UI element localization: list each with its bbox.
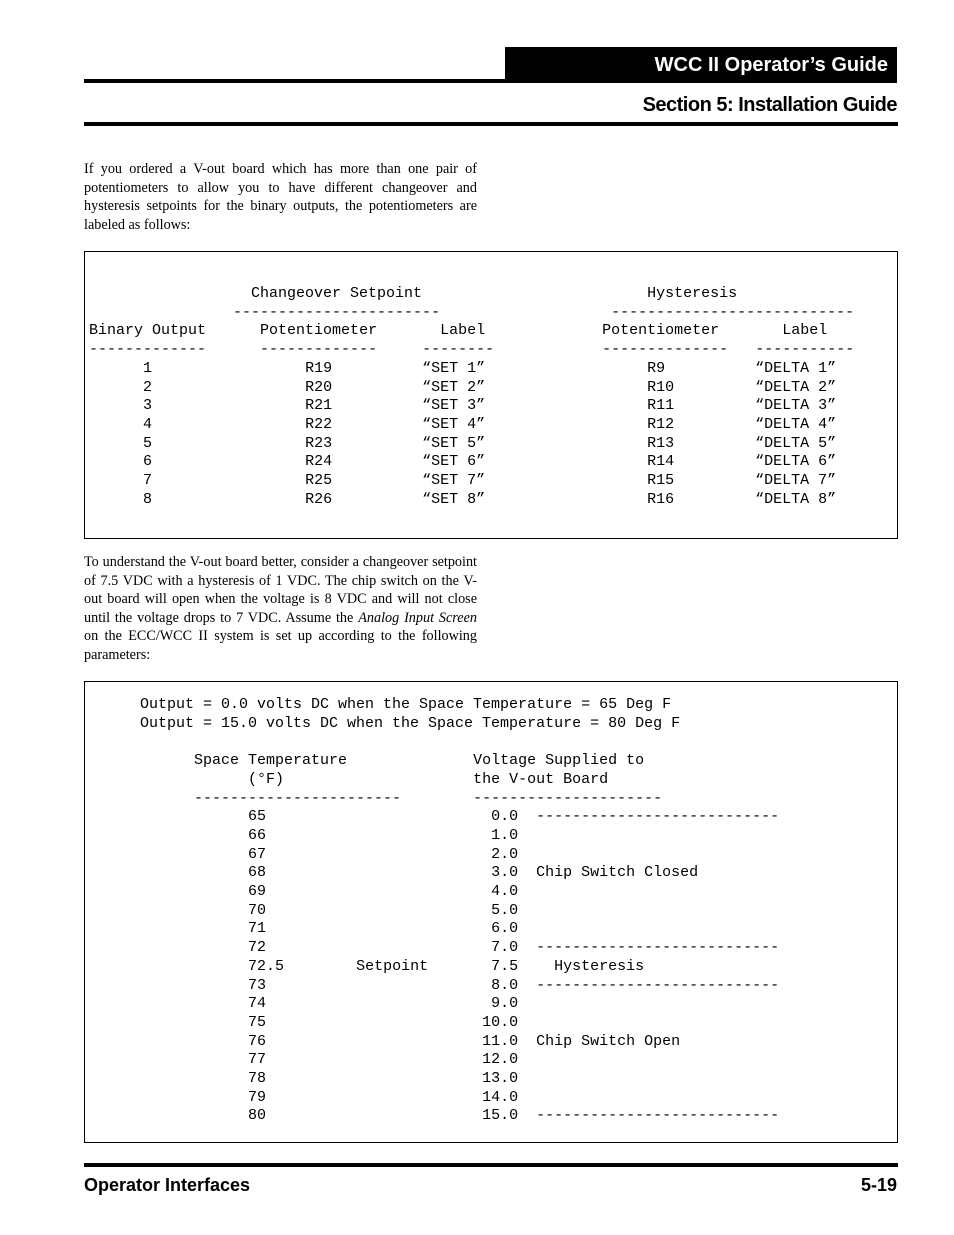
voltage-cell: 15.0 [482, 1107, 519, 1125]
set-label-header: Label [440, 322, 486, 340]
set-potentiometer-header: Potentiometer [260, 322, 378, 340]
set-potentiometer-cell: R26 [305, 490, 333, 508]
temperature-cell: 80 [248, 1107, 267, 1125]
voltage-cell: 8.0 [491, 976, 519, 994]
temperature-cell: 68 [248, 864, 267, 882]
table-row [140, 1089, 518, 1106]
delta-label-cell: “DELTA 8” [755, 490, 837, 508]
hysteresis-group-label: Hysteresis [647, 285, 738, 302]
table-row [89, 472, 836, 489]
temperature-unit-header: (°F) [248, 770, 285, 788]
column-rule-line: ----------------------- --------------------- [194, 789, 663, 807]
space-temperature-header: Space Temperature [194, 752, 348, 770]
voltage-cell: 5.0 [491, 901, 519, 919]
footer-section-name: Operator Interfaces [84, 1175, 251, 1195]
column-header-line [140, 771, 608, 788]
intro-paragraph: If you ordered a V-out board which has more than one pair of potentiometers to allow you to have different changeover and hysteresis setpoints for the binary outputs, the potentiometers are labeled as follows: [84, 161, 477, 233]
group-header-line [89, 285, 737, 302]
guide-title: WCC II Operator’s Guide [654, 53, 888, 76]
set-potentiometer-cell: R20 [305, 378, 333, 396]
delta-potentiometer-header: Potentiometer [602, 322, 720, 340]
table-row [140, 846, 518, 863]
delta-label-header: Label [782, 322, 828, 340]
table-row [140, 995, 518, 1012]
binary-output-cell: 6 [143, 453, 153, 471]
explanation-text-before: To understand the V-out board better, consider a changeover setpoint of 7.5 VDC with a hysteresis of 1 VDC. The chip switch on the V-out board will open when the voltage is 8 VDC and will not close until the voltage drops to 7 VDC. Assume the [84, 554, 477, 626]
footer-rule [84, 1163, 898, 1167]
explanation-paragraph [84, 553, 477, 665]
set-label-cell: “SET 3” [422, 397, 486, 415]
binary-output-header: Binary Output [89, 322, 207, 340]
section-rule [84, 122, 898, 126]
voltage-cell: 13.0 [482, 1070, 519, 1088]
voltage-cell: 14.0 [482, 1088, 519, 1106]
table-row [89, 397, 836, 414]
voltage-cell: 0.0 [491, 808, 519, 826]
output-definition-line [140, 715, 680, 732]
temperature-cell: 71 [248, 920, 267, 938]
voltage-cell: 11.0 [482, 1032, 519, 1050]
temperature-cell: 75 [248, 1013, 267, 1031]
section-title: Section 5: Installation Guide [642, 94, 897, 116]
switch-state-label: Chip Switch Closed [536, 864, 699, 882]
temperature-cell: 72.5 [248, 957, 285, 975]
potentiometer-table [89, 285, 854, 509]
table-row [140, 958, 644, 975]
table-row [140, 1014, 518, 1031]
table-row: 72 7.0 --------------------------- [248, 939, 780, 957]
delta-label-cell: “DELTA 5” [755, 434, 837, 452]
table-row [140, 1033, 680, 1050]
table-row [140, 864, 698, 881]
switch-state-label: Hysteresis [536, 957, 645, 975]
column-rule-line: ------------- ------------- -------- -------------- ----------- [89, 341, 855, 359]
delta-potentiometer-cell: R14 [647, 453, 675, 471]
voltage-cell: 6.0 [491, 920, 519, 938]
delta-potentiometer-cell: R12 [647, 415, 675, 433]
binary-output-cell: 2 [143, 378, 153, 396]
header-rule [84, 79, 506, 83]
table-row [140, 1070, 518, 1087]
set-potentiometer-cell: R22 [305, 415, 333, 433]
explanation-text-after: on the ECC/WCC II system is set up according to the following parameters: [84, 628, 477, 663]
setpoint-label: Setpoint [356, 957, 429, 975]
temperature-cell: 65 [248, 808, 267, 826]
table-row [140, 902, 518, 919]
table-row [89, 416, 836, 433]
table-row: 80 15.0 --------------------------- [248, 1107, 780, 1125]
table-row [89, 435, 836, 452]
temperature-cell: 74 [248, 995, 267, 1013]
set-label-cell: “SET 5” [422, 434, 486, 452]
changeover-group-label: Changeover Setpoint [251, 285, 423, 302]
table-row [89, 491, 836, 508]
set-potentiometer-cell: R21 [305, 397, 333, 415]
set-potentiometer-cell: R25 [305, 472, 333, 490]
binary-output-cell: 1 [143, 359, 153, 377]
set-label-cell: “SET 7” [422, 472, 486, 490]
temperature-cell: 66 [248, 826, 267, 844]
delta-potentiometer-cell: R10 [647, 378, 675, 396]
voltage-cell: 4.0 [491, 883, 519, 901]
delta-label-cell: “DELTA 2” [755, 378, 837, 396]
group-rule-line: ----------------------- --------------------------- [233, 303, 855, 321]
voltage-cell: 7.0 [491, 939, 519, 957]
delta-label-cell: “DELTA 6” [755, 453, 837, 471]
set-potentiometer-cell: R24 [305, 453, 333, 471]
output-min-definition: Output = 0.0 volts DC when the Space Temperature = 65 Deg F [140, 696, 672, 713]
temperature-cell: 73 [248, 976, 267, 994]
voltage-table [140, 696, 779, 1126]
temperature-cell: 70 [248, 901, 267, 919]
output-max-definition: Output = 15.0 volts DC when the Space Temperature = 80 Deg F [140, 714, 681, 732]
binary-output-cell: 5 [143, 434, 153, 452]
voltage-cell: 9.0 [491, 995, 519, 1013]
delta-label-cell: “DELTA 4” [755, 415, 837, 433]
table-row [89, 453, 836, 470]
temperature-cell: 77 [248, 1051, 267, 1069]
column-header-line [89, 322, 827, 339]
binary-output-cell: 4 [143, 415, 153, 433]
table-row [89, 360, 836, 377]
temperature-cell: 78 [248, 1070, 267, 1088]
table-row [140, 920, 518, 937]
column-header-line [140, 752, 644, 769]
set-label-cell: “SET 4” [422, 415, 486, 433]
voltage-header-continued: the V-out Board [473, 770, 609, 788]
voltage-cell: 7.5 [491, 957, 519, 975]
temperature-cell: 72 [248, 939, 267, 957]
voltage-cell: 2.0 [491, 845, 519, 863]
temperature-cell: 67 [248, 845, 267, 863]
delta-potentiometer-cell: R13 [647, 434, 675, 452]
temperature-cell: 69 [248, 883, 267, 901]
voltage-cell: 1.0 [491, 826, 519, 844]
set-label-cell: “SET 6” [422, 453, 486, 471]
delta-label-cell: “DELTA 7” [755, 472, 837, 490]
switch-state-label: Chip Switch Open [536, 1032, 681, 1050]
delta-potentiometer-cell: R15 [647, 472, 675, 490]
delta-label-cell: “DELTA 3” [755, 397, 837, 415]
table-row [140, 1051, 518, 1068]
delta-label-cell: “DELTA 1” [755, 359, 837, 377]
voltage-header: Voltage Supplied to [473, 752, 645, 770]
binary-output-cell: 7 [143, 472, 153, 490]
binary-output-cell: 3 [143, 397, 153, 415]
voltage-cell: 10.0 [482, 1013, 519, 1031]
set-potentiometer-cell: R23 [305, 434, 333, 452]
set-label-cell: “SET 8” [422, 490, 486, 508]
guide-title-banner [505, 47, 897, 83]
delta-potentiometer-cell: R9 [647, 359, 666, 377]
set-label-cell: “SET 1” [422, 359, 486, 377]
table-row: 73 8.0 --------------------------- [248, 976, 780, 994]
temperature-cell: 76 [248, 1032, 267, 1050]
temperature-cell: 79 [248, 1088, 267, 1106]
set-potentiometer-cell: R19 [305, 359, 333, 377]
voltage-cell: 3.0 [491, 864, 519, 882]
table-row [140, 883, 518, 900]
analog-input-screen-term: Analog Input Screen [358, 609, 477, 626]
table-row [140, 827, 518, 844]
delta-potentiometer-cell: R16 [647, 490, 675, 508]
table-row [89, 379, 836, 396]
binary-output-cell: 8 [143, 490, 153, 508]
output-definition-line [140, 696, 671, 713]
page-number: 5-19 [860, 1175, 897, 1195]
table-row: 65 0.0 --------------------------- [248, 808, 780, 826]
set-label-cell: “SET 2” [422, 378, 486, 396]
delta-potentiometer-cell: R11 [647, 397, 675, 415]
voltage-cell: 12.0 [482, 1051, 519, 1069]
